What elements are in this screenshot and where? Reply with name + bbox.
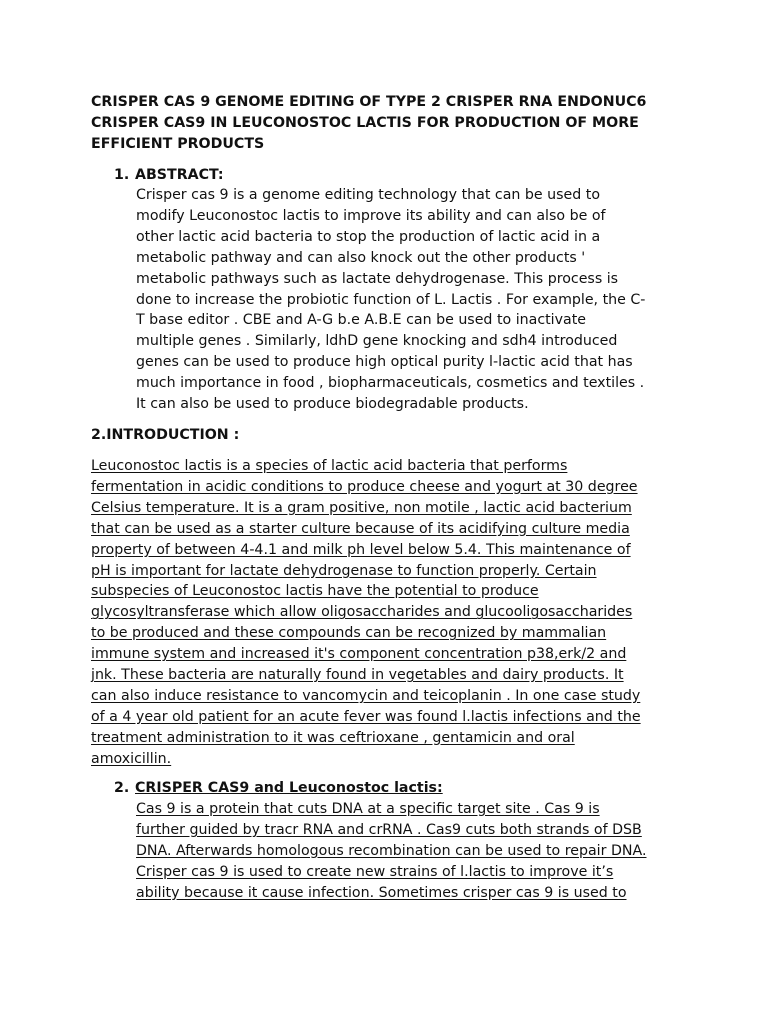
abstract-text: Crisper cas 9 is a genome editing technology that can be used to modify Leuconostoc lactis to improve its ability and can also be of other lactic acid bacteria to stop the production of lactic acid in a metabolic pathway and can also knock out the other products ' metabolic pathways such as lactate dehydrogenase. This process is done to increase the probiotic function of L. Lactis . For example, the C- T base editor . CBE and A-G b.e A.B.E can be used to inactivate multiple genes . Similarly, ldhD gene knocking and sdh4 introduced genes can be used to produce high optical purity l-lactic acid that has much importance in food , biopharmaceuticals, cosmetics and textiles . It can also be used to produce biodegradable products.	[136, 187, 646, 413]
abstract-heading-label: ABSTRACT:	[135, 167, 224, 183]
crisper-section-heading-label: CRISPER CAS9 and Leuconostoc lactis:	[135, 780, 443, 796]
crisper-section-heading	[114, 778, 443, 799]
abstract-number: 1.	[114, 167, 130, 183]
crisper-section-text: Cas 9 is a protein that cuts DNA at a specific target site . Cas 9 is further guided by tracr RNA and crRNA . Cas9 cuts both strands of DSB DNA. Afterwards homologous recombination can be used to repair DNA. Crisper cas 9 is used to create new strains of l.lactis to improve it’s ability because it cause infection. Sometimes crisper cas 9 is used to	[136, 801, 647, 901]
introduction-text: Leuconostoc lactis is a species of lactic acid bacteria that performs fermentation in acidic conditions to produce cheese and yogurt at 30 degree Celsius temperature. It is a gram positive, non motile , lactic acid bacterium that can be used as a starter culture because of its acidifying culture media property of between 4-4.1 and milk ph level below 5.4. This maintenance of pH is important for lactate dehydrogenase to function properly. Certain subspecies of Leuconostoc lactis have the potential to produce glycosyltransferase which allow oligosaccharides and glucooligosaccharides to be produced and these compounds can be recognized by mammalian immune system and increased it's component concentration p38,erk/2 and jnk. These bacteria are naturally found in vegetables and dairy products. It can also induce resistance to vancomycin and teicoplanin . In one case study of a 4 year old patient for an acute fever was found l.lactis infections and the treatment administration to it was ceftrioxane , gentamicin and oral amoxicillin.	[91, 458, 641, 767]
abstract-heading	[114, 165, 224, 186]
introduction-heading: 2.INTRODUCTION :	[91, 427, 240, 443]
document-title: CRISPER CAS 9 GENOME EDITING OF TYPE 2 CRISPER RNA ENDONUC6 CRISPER CAS9 IN LEUCONOSTOC LACTIS FOR PRODUCTION OF MORE EFFICIENT PRODUCTS	[91, 94, 647, 152]
crisper-section-number: 2.	[114, 780, 130, 796]
